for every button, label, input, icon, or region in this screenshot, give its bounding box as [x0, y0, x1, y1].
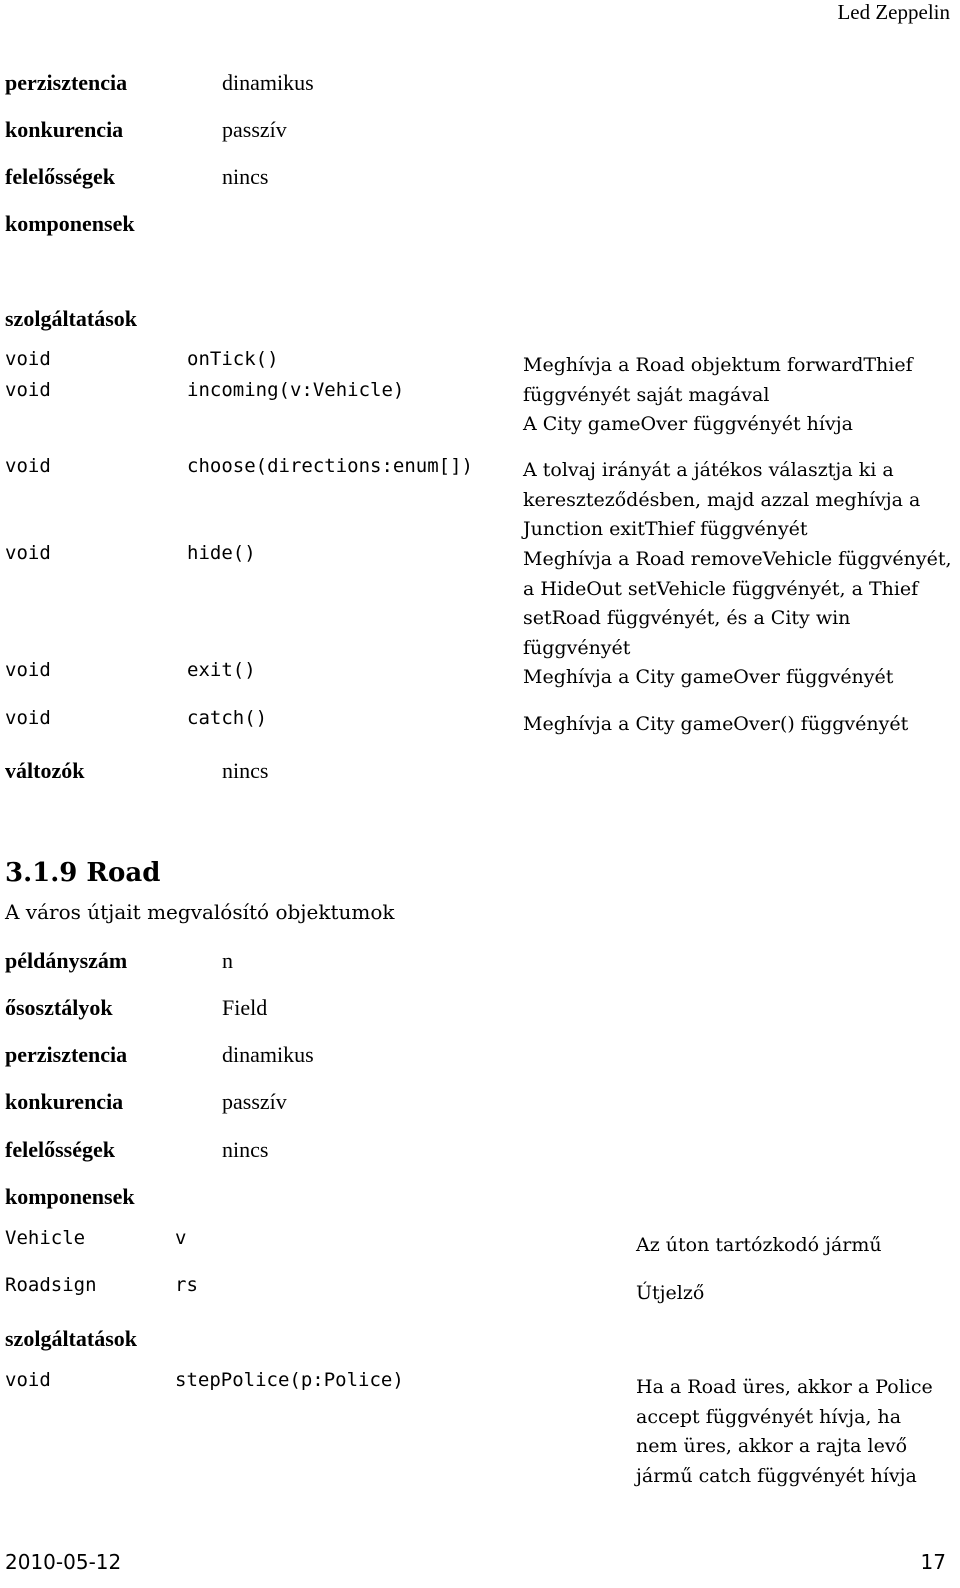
service-description-ontick: Meghívja a Road objektum forwardThief függvényét saját magával — [523, 354, 913, 406]
service-name-incoming: incoming(v:Vehicle) — [187, 379, 405, 401]
page-number: 17 — [920, 1550, 946, 1574]
component-name: v — [175, 1227, 187, 1249]
service-type: void — [5, 348, 51, 370]
service-description-choose: A tolvaj irányát a játékos választja ki a kereszteződésben, majd azzal meghívja a Junction exitThief függvényét — [523, 459, 921, 540]
footer-date: 2010-05-12 — [5, 1550, 122, 1574]
service-type: void — [5, 542, 51, 564]
service-name-choose: choose(directions:enum[]) — [187, 455, 473, 477]
section-intro: A város útjait megvalósító objektumok — [5, 900, 395, 924]
service-name-catch: catch() — [187, 707, 268, 729]
attr-value-ososztalyok: Field — [222, 995, 268, 1020]
service-description-catch: Meghívja a City gameOver() függvényét — [523, 713, 909, 735]
variables-label: változók — [5, 758, 85, 783]
attr-key-konkurencia: konkurencia — [5, 1089, 124, 1114]
attr-value-felelossegek: nincs — [222, 1137, 269, 1162]
attr-value-konkurencia: passzív — [222, 1089, 287, 1114]
service-description-hide: Meghívja a Road removeVehicle függvényét, a HideOut setVehicle függvényét, a Thief setRoad függvényét, és a City win függvényét — [523, 548, 952, 659]
service-type: void — [5, 707, 51, 729]
service-name-ontick: onTick() — [187, 348, 279, 370]
service-description-incoming: A City gameOver függvényét hívja — [523, 413, 853, 435]
attr-value-perzisztencia: dinamikus — [222, 1042, 314, 1067]
attr-key-konkurencia: konkurencia — [5, 117, 124, 142]
component-description: Az úton tartózkodó jármű — [636, 1234, 882, 1256]
attr-value-konkurencia: passzív — [222, 117, 287, 142]
service-type: void — [5, 1369, 51, 1391]
attr-key-perzisztencia: perzisztencia — [5, 1042, 128, 1067]
component-description: Útjelző — [636, 1282, 705, 1304]
attr-key-felelossegek: felelősségek — [5, 164, 115, 189]
attr-key-ososztalyok: ősosztályok — [5, 995, 113, 1020]
attr-value-felelossegek: nincs — [222, 164, 269, 189]
attr-key-perzisztencia: perzisztencia — [5, 70, 128, 95]
service-description-exit: Meghívja a City gameOver függvényét — [523, 666, 894, 688]
attr-value-perzisztencia: dinamikus — [222, 70, 314, 95]
component-type: Roadsign — [5, 1274, 97, 1296]
services-label: szolgáltatások — [5, 1326, 137, 1351]
variables-value: nincs — [222, 758, 269, 783]
service-type: void — [5, 659, 51, 681]
service-type: void — [5, 379, 51, 401]
service-name-hide: hide() — [187, 542, 256, 564]
service-type: void — [5, 455, 51, 477]
service-description-steppolice: Ha a Road üres, akkor a Police accept függvényét hívja, ha nem üres, akkor a rajta levő jármű catch függvényét hívja — [636, 1376, 933, 1487]
component-name: rs — [175, 1274, 198, 1296]
components-label: komponensek — [5, 1184, 135, 1209]
service-name-exit: exit() — [187, 659, 256, 681]
services-label: szolgáltatások — [5, 306, 137, 331]
section-heading: 3.1.9 Road — [5, 858, 161, 888]
attr-key-komponensek: komponensek — [5, 211, 135, 236]
attr-key-felelossegek: felelősségek — [5, 1137, 115, 1162]
service-name-steppolice: stepPolice(p:Police) — [175, 1369, 404, 1391]
component-type: Vehicle — [5, 1227, 86, 1249]
running-header: Led Zeppelin — [837, 0, 950, 24]
attr-value-peldanyszam: n — [222, 948, 233, 973]
attr-key-peldanyszam: példányszám — [5, 948, 128, 973]
